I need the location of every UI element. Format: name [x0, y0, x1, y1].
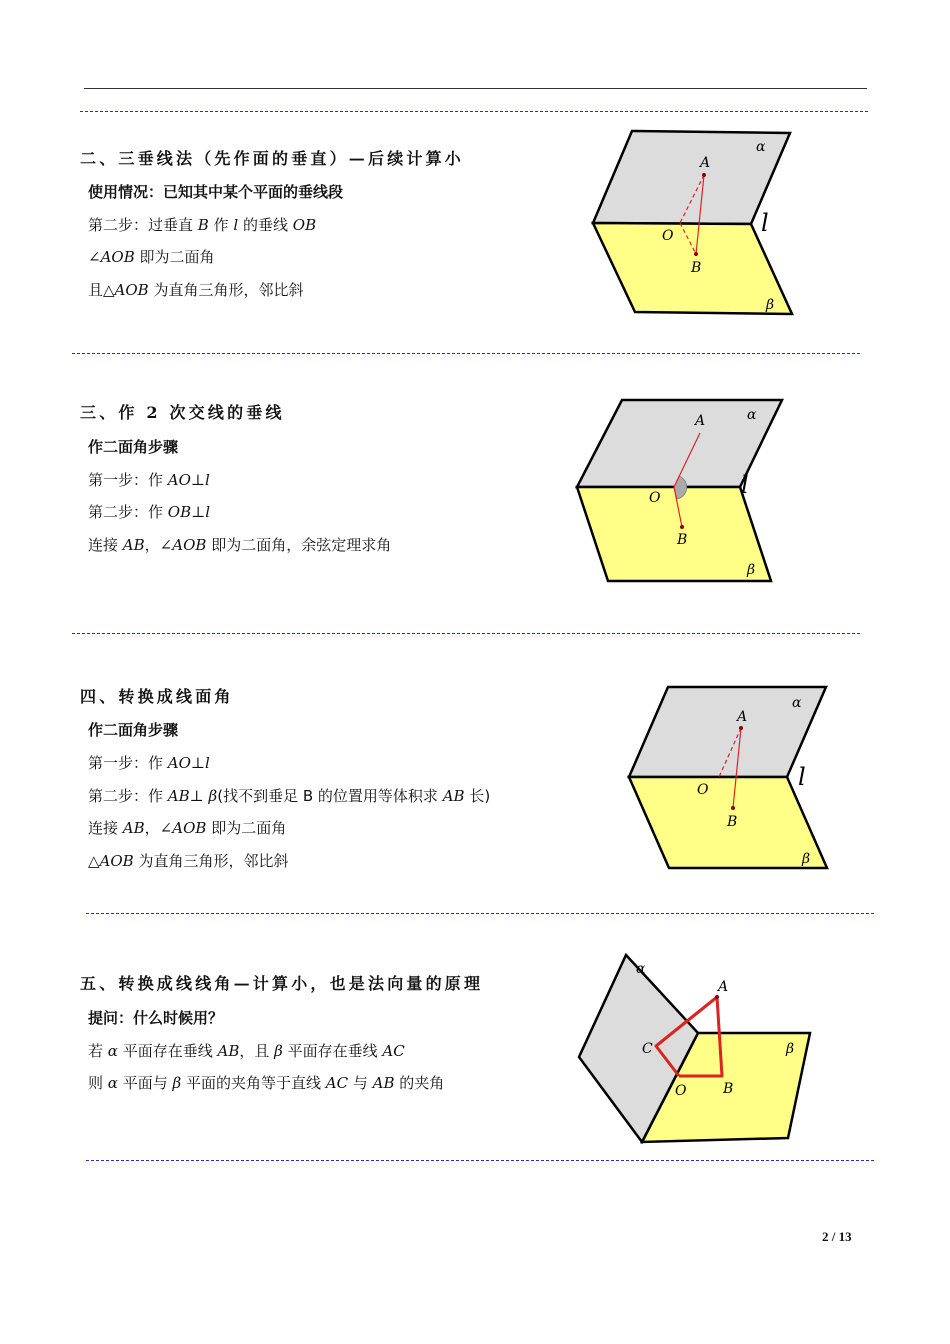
- dihedral-figure-2: [565, 390, 785, 590]
- section-title: 五、转换成线线角—计算小，也是法向量的原理: [80, 974, 484, 993]
- page-number: 2 / 13: [822, 1229, 852, 1244]
- dihedral-figure-3: [617, 677, 837, 877]
- text-line: 第二步：过垂直 B 作 l 的垂线 OB: [88, 216, 317, 234]
- label-edge-l: l: [798, 763, 806, 791]
- label-alpha: α: [792, 695, 802, 711]
- text-line: 若 α 平面存在垂线 AB，且 β 平面存在垂线 AC: [88, 1042, 405, 1060]
- label-beta: β: [802, 851, 811, 867]
- text-line: 作二面角步骤: [88, 438, 179, 456]
- label-beta: β: [786, 1041, 795, 1057]
- text-line: 第一步：作 AO⊥l: [88, 754, 210, 772]
- label-a: A: [695, 413, 706, 429]
- label-alpha: α: [636, 961, 646, 977]
- section-divider: [80, 111, 868, 112]
- text-line: 第二步：作 OB⊥l: [88, 503, 211, 521]
- label-b: B: [677, 532, 688, 548]
- text-line: △AOB 为直角三角形，邻比斜: [88, 852, 289, 870]
- text-line: ∠AOB 即为二面角: [88, 248, 215, 266]
- section-divider: [86, 1160, 874, 1161]
- text-line: 第一步：作 AO⊥l: [88, 471, 210, 489]
- point-b: [694, 252, 698, 256]
- section-divider: [72, 633, 860, 634]
- label-edge-l: l: [741, 471, 749, 499]
- plane-beta: [577, 487, 771, 581]
- section-title: 二、三垂线法（先作面的垂直）—后续计算小: [80, 149, 465, 168]
- dihedral-figure-1: [580, 120, 810, 330]
- label-beta: β: [747, 562, 756, 578]
- label-o: O: [697, 782, 709, 798]
- text-line: 作二面角步骤: [88, 721, 179, 739]
- point-b: [731, 806, 735, 810]
- label-o: O: [662, 228, 674, 244]
- label-b: B: [723, 1081, 734, 1097]
- text-line: 第二步：作 AB⊥ β(找不到垂足 B 的位置用等体积求 AB 长): [88, 787, 491, 805]
- text-line: 则 α 平面与 β 平面的夹角等于直线 AC 与 AB 的夹角: [88, 1074, 445, 1092]
- label-beta: β: [766, 297, 775, 313]
- dihedral-figure-4: [570, 945, 810, 1155]
- section-title: 三、作 2 次交线的垂线: [80, 403, 285, 422]
- label-alpha: α: [756, 139, 766, 155]
- point-a: [702, 173, 706, 177]
- text-line: 且△AOB 为直角三角形，邻比斜: [88, 281, 304, 299]
- text-line: 连接 AB，∠AOB 即为二面角: [88, 819, 287, 837]
- label-a: A: [700, 155, 711, 171]
- section-divider: [86, 913, 874, 914]
- point-a: [739, 726, 743, 730]
- label-c: C: [642, 1041, 653, 1057]
- text-line: 使用情况：已知其中某个平面的垂线段: [88, 183, 344, 201]
- point-b: [680, 525, 684, 529]
- label-a: A: [737, 709, 748, 725]
- label-b: B: [691, 260, 702, 276]
- header-rule: [84, 88, 867, 89]
- label-o: O: [675, 1083, 687, 1099]
- section-title: 四、转换成线面角: [80, 687, 234, 706]
- label-alpha: α: [747, 407, 757, 423]
- text-line: 提问：什么时候用？: [88, 1009, 224, 1027]
- label-a: A: [718, 979, 729, 995]
- section-divider: [72, 353, 860, 354]
- label-b: B: [727, 814, 738, 830]
- label-o: O: [649, 490, 661, 506]
- point-a: [715, 995, 719, 999]
- text-line: 连接 AB，∠AOB 即为二面角，余弦定理求角: [88, 536, 392, 554]
- label-edge-l: l: [761, 209, 769, 237]
